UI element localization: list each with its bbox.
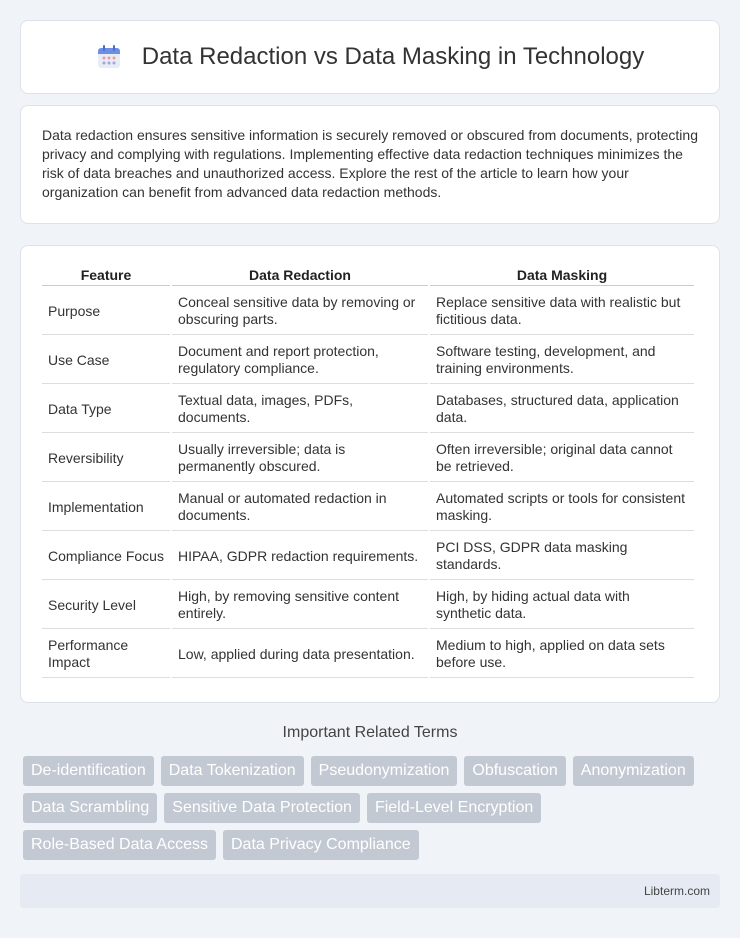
footer: [20, 874, 720, 908]
cell-feature: Performance Impact: [42, 631, 170, 678]
calendar-icon: [96, 44, 122, 70]
cell-masking: High, by hiding actual data with synthetic data.: [430, 582, 694, 629]
cell-masking: Automated scripts or tools for consistent masking.: [430, 484, 694, 531]
cell-feature: Implementation: [42, 484, 170, 531]
cell-redaction: Manual or automated redaction in documents.: [172, 484, 428, 531]
related-terms-title: Important Related Terms: [282, 724, 458, 741]
table-row: [42, 288, 694, 335]
column-header-feature: Feature: [42, 264, 170, 286]
table-row: [42, 631, 694, 678]
cell-redaction: High, by removing sensitive content entirely.: [172, 582, 428, 629]
table-row: [42, 582, 694, 629]
table-row: [42, 484, 694, 531]
related-term-tag[interactable]: Pseudonymization: [311, 756, 458, 786]
intro-card: [20, 105, 720, 224]
cell-redaction: Conceal sensitive data by removing or obscuring parts.: [172, 288, 428, 335]
cell-redaction: HIPAA, GDPR redaction requirements.: [172, 533, 428, 580]
cell-feature: Reversibility: [42, 435, 170, 482]
related-terms-list: [23, 756, 723, 860]
header-card: [20, 20, 720, 94]
comparison-card: [20, 245, 720, 703]
cell-feature: Compliance Focus: [42, 533, 170, 580]
cell-masking: Replace sensitive data with realistic but fictitious data.: [430, 288, 694, 335]
related-term-tag[interactable]: De-identification: [23, 756, 154, 786]
cell-masking: Software testing, development, and training environments.: [430, 337, 694, 384]
footer-site-link[interactable]: Libterm.com: [643, 884, 710, 898]
cell-redaction: Document and report protection, regulatory compliance.: [172, 337, 428, 384]
cell-masking: PCI DSS, GDPR data masking standards.: [430, 533, 694, 580]
related-term-tag[interactable]: Field-Level Encryption: [367, 793, 541, 823]
related-term-tag[interactable]: Anonymization: [573, 756, 694, 786]
table-row: [42, 386, 694, 433]
table-row: [42, 533, 694, 580]
cell-redaction: Low, applied during data presentation.: [172, 631, 428, 678]
related-term-tag[interactable]: Obfuscation: [464, 756, 565, 786]
related-term-tag[interactable]: Data Scrambling: [23, 793, 157, 823]
related-term-tag[interactable]: Sensitive Data Protection: [164, 793, 360, 823]
cell-redaction: Textual data, images, PDFs, documents.: [172, 386, 428, 433]
intro-paragraph: Data redaction ensures sensitive information is securely removed or obscured from documents, protecting privacy and complying with regulations. Implementing effective data redaction techniques minimizes the risk of data breaches and unauthorized access. Explore the rest of the article to learn how your organization can benefit from advanced data redaction methods.: [42, 127, 698, 200]
page-title: Data Redaction vs Data Masking in Technology: [141, 43, 645, 70]
cell-feature: Use Case: [42, 337, 170, 384]
cell-feature: Purpose: [42, 288, 170, 335]
cell-masking: Medium to high, applied on data sets before use.: [430, 631, 694, 678]
cell-masking: Databases, structured data, application data.: [430, 386, 694, 433]
table-row: [42, 337, 694, 384]
comparison-table: [40, 262, 696, 680]
related-term-tag[interactable]: Data Tokenization: [161, 756, 304, 786]
column-header-masking: Data Masking: [430, 264, 694, 286]
column-header-redaction: Data Redaction: [172, 264, 428, 286]
related-term-tag[interactable]: Role-Based Data Access: [23, 830, 216, 860]
cell-masking: Often irreversible; original data cannot be retrieved.: [430, 435, 694, 482]
related-term-tag[interactable]: Data Privacy Compliance: [223, 830, 419, 860]
cell-feature: Security Level: [42, 582, 170, 629]
cell-redaction: Usually irreversible; data is permanently obscured.: [172, 435, 428, 482]
table-header-row: [42, 264, 694, 286]
cell-feature: Data Type: [42, 386, 170, 433]
table-row: [42, 435, 694, 482]
